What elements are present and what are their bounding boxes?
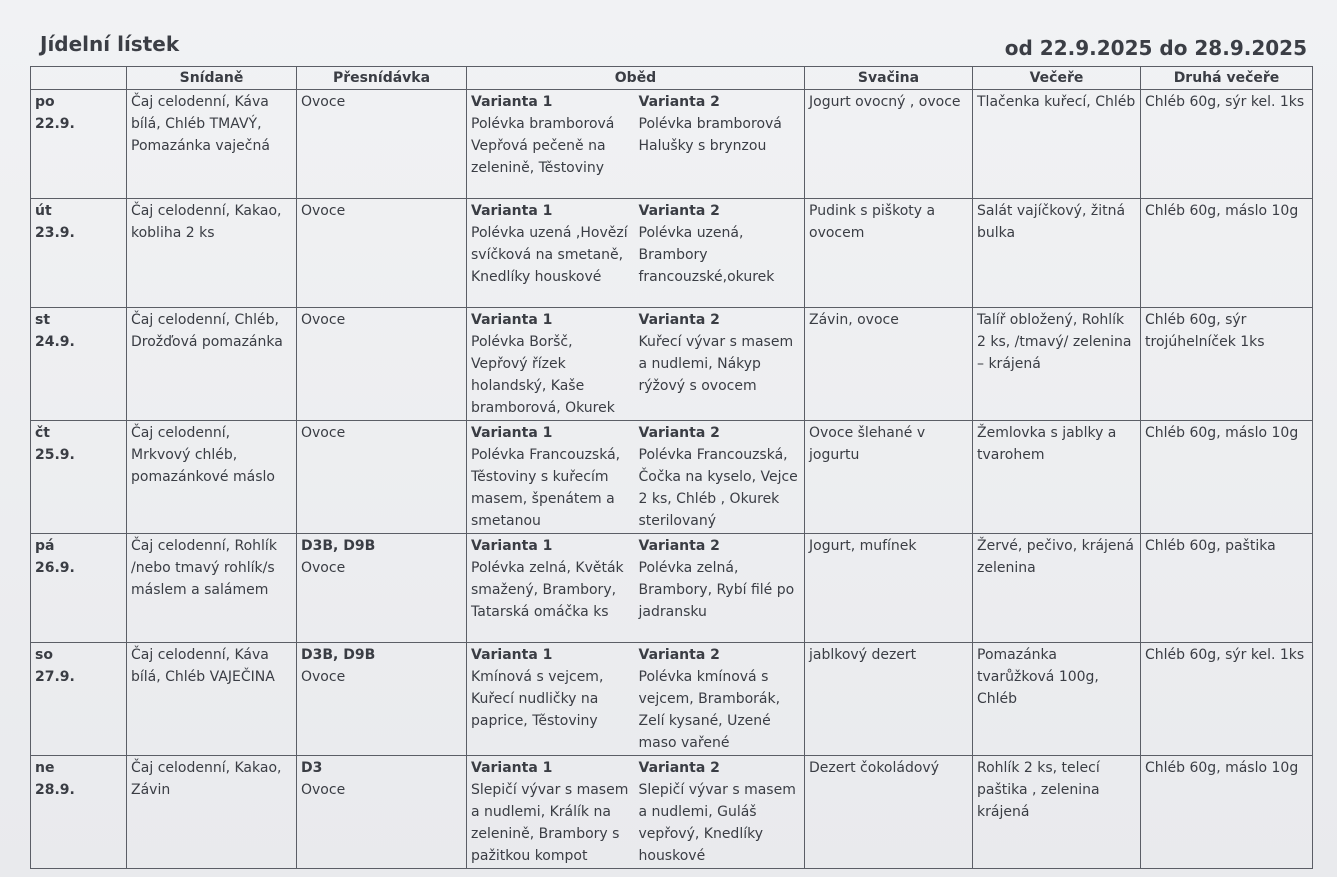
variant-2-title: Varianta 2 [638, 203, 720, 219]
col-presnidavka: Přesnídávka [297, 67, 467, 90]
table-row [31, 756, 1313, 869]
variant-2 [639, 200, 801, 288]
variant-1-title: Varianta 1 [471, 94, 553, 110]
presnidavka-text: Ovoce [301, 782, 346, 798]
svacina-cell: jablkový dezert [805, 643, 973, 756]
variant-2-title: Varianta 2 [638, 538, 720, 554]
day-date: 22.9. [35, 116, 75, 132]
day-name: so [35, 647, 53, 663]
svacina-cell: Závin, ovoce [805, 308, 973, 421]
variant-2-title: Varianta 2 [638, 312, 720, 328]
svacina-cell: Pudink s piškoty a ovocem [805, 199, 973, 308]
day-cell [31, 534, 127, 643]
presnidavka-text: Ovoce [301, 560, 346, 576]
presnidavka-cell [297, 534, 467, 643]
obed-cell [467, 199, 805, 308]
menu-body [31, 90, 1313, 869]
variant-2-text: Polévka bramborová Halušky s brynzou [638, 116, 782, 154]
vecere-cell: Tlačenka kuřecí, Chléb [973, 90, 1141, 199]
day-name: po [35, 94, 55, 110]
day-name: st [35, 312, 51, 328]
table-row [31, 308, 1313, 421]
variant-2 [639, 422, 801, 532]
table-row [31, 90, 1313, 199]
day-cell [31, 756, 127, 869]
day-name: čt [35, 425, 50, 441]
col-svacina: Svačina [805, 67, 973, 90]
variant-1-title: Varianta 1 [471, 760, 553, 776]
day-date: 25.9. [35, 447, 75, 463]
diet-tag: D3 [301, 760, 323, 776]
druha-vecere-cell: Chléb 60g, máslo 10g [1141, 756, 1313, 869]
variant-2-title: Varianta 2 [638, 760, 720, 776]
variant-2 [639, 309, 801, 419]
druha-vecere-cell: Chléb 60g, sýr kel. 1ks [1141, 643, 1313, 756]
presnidavka-text: Ovoce [301, 312, 346, 328]
vecere-cell: Rohlík 2 ks, telecí paštika , zelenina krájená [973, 756, 1141, 869]
variant-1-title: Varianta 1 [471, 538, 553, 554]
obed-cell [467, 308, 805, 421]
day-name: pá [35, 538, 55, 554]
variant-1 [471, 644, 633, 754]
variant-1 [471, 91, 633, 179]
vecere-cell: Žervé, pečivo, krájená zelenina [973, 534, 1141, 643]
svacina-cell: Jogurt ovocný , ovoce [805, 90, 973, 199]
variant-1 [471, 309, 633, 419]
variant-2-text: Polévka Francouzská, Čočka na kyselo, Vejce 2 ks, Chléb , Okurek sterilovaný [638, 447, 798, 529]
variant-1-text: Polévka bramborová Vepřová pečeně na zelenině, Těstoviny [471, 116, 615, 176]
variant-1-title: Varianta 1 [471, 203, 553, 219]
date-range: od 22.9.2025 do 28.9.2025 [1004, 36, 1307, 60]
day-cell [31, 421, 127, 534]
day-cell [31, 643, 127, 756]
day-cell [31, 90, 127, 199]
presnidavka-text: Ovoce [301, 425, 346, 441]
presnidavka-cell [297, 308, 467, 421]
day-date: 26.9. [35, 560, 75, 576]
variant-2-title: Varianta 2 [638, 647, 720, 663]
variant-2 [639, 757, 801, 867]
druha-vecere-cell: Chléb 60g, máslo 10g [1141, 199, 1313, 308]
day-name: ne [35, 760, 55, 776]
presnidavka-cell [297, 421, 467, 534]
variant-1-text: Polévka zelná, Květák smažený, Brambory, Tatarská omáčka ks [471, 560, 624, 620]
variant-2-title: Varianta 2 [638, 94, 720, 110]
druha-vecere-cell: Chléb 60g, sýr trojúhelníček 1ks [1141, 308, 1313, 421]
day-date: 27.9. [35, 669, 75, 685]
day-date: 23.9. [35, 225, 75, 241]
svacina-cell: Jogurt, mufínek [805, 534, 973, 643]
variant-1-text: Polévka uzená ,Hovězí svíčková na smetaně, Knedlíky houskové [471, 225, 628, 285]
page-title: Jídelní lístek [40, 32, 180, 56]
snidane-cell: Čaj celodenní, Káva bílá, Chléb VAJEČINA [127, 643, 297, 756]
vecere-cell: Žemlovka s jablky a tvarohem [973, 421, 1141, 534]
variant-1-title: Varianta 1 [471, 647, 553, 663]
presnidavka-cell [297, 643, 467, 756]
vecere-cell: Pomazánka tvarůžková 100g, Chléb [973, 643, 1141, 756]
variant-1-text: Polévka Boršč, Vepřový řízek holandský, Kaše bramborová, Okurek [471, 334, 615, 416]
variant-1-text: Polévka Francouzská, Těstoviny s kuřecím masem, špenátem a smetanou [471, 447, 621, 529]
presnidavka-cell [297, 90, 467, 199]
variant-1 [471, 757, 633, 867]
col-day [31, 67, 127, 90]
variant-1-title: Varianta 1 [471, 312, 553, 328]
snidane-cell: Čaj celodenní, Rohlík /nebo tmavý rohlík/s máslem a salámem [127, 534, 297, 643]
obed-cell [467, 534, 805, 643]
snidane-cell: Čaj celodenní, Kakao, kobliha 2 ks [127, 199, 297, 308]
col-obed: Oběd [467, 67, 805, 90]
vecere-cell: Talíř obložený, Rohlík 2 ks, /tmavý/ zelenina – krájená [973, 308, 1141, 421]
druha-vecere-cell: Chléb 60g, máslo 10g [1141, 421, 1313, 534]
snidane-cell: Čaj celodenní, Mrkvový chléb, pomazánkové máslo [127, 421, 297, 534]
variant-2 [639, 535, 801, 623]
day-cell [31, 199, 127, 308]
presnidavka-text: Ovoce [301, 669, 346, 685]
variant-1-text: Slepičí vývar s masem a nudlemi, Králík na zelenině, Brambory s pažitkou kompot [471, 782, 629, 864]
snidane-cell: Čaj celodenní, Chléb, Drožďová pomazánka [127, 308, 297, 421]
svacina-cell: Dezert čokoládový [805, 756, 973, 869]
table-row [31, 534, 1313, 643]
druha-vecere-cell: Chléb 60g, paštika [1141, 534, 1313, 643]
diet-tag: D3B, D9B [301, 647, 376, 663]
col-druha-vecere: Druhá večeře [1141, 67, 1313, 90]
variant-1 [471, 200, 633, 288]
variant-2 [639, 91, 801, 179]
col-vecere: Večeře [973, 67, 1141, 90]
vecere-cell: Salát vajíčkový, žitná bulka [973, 199, 1141, 308]
variant-1 [471, 422, 633, 532]
variant-1 [471, 535, 633, 623]
snidane-cell: Čaj celodenní, Kakao, Závin [127, 756, 297, 869]
day-date: 28.9. [35, 782, 75, 798]
obed-cell [467, 756, 805, 869]
header-row [31, 67, 1313, 90]
table-row [31, 421, 1313, 534]
obed-cell [467, 90, 805, 199]
variant-2-text: Polévka zelná, Brambory, Rybí filé po jadransku [638, 560, 795, 620]
col-snidane: Snídaně [127, 67, 297, 90]
presnidavka-cell [297, 756, 467, 869]
variant-2-text: Kuřecí vývar s masem a nudlemi, Nákyp rýžový s ovocem [638, 334, 794, 394]
diet-tag: D3B, D9B [301, 538, 376, 554]
presnidavka-text: Ovoce [301, 203, 346, 219]
presnidavka-cell [297, 199, 467, 308]
day-date: 24.9. [35, 334, 75, 350]
variant-2-text: Polévka uzená, Brambory francouzské,okurek [638, 225, 775, 285]
variant-1-text: Kmínová s vejcem, Kuřecí nudličky na paprice, Těstoviny [471, 669, 604, 729]
obed-cell [467, 421, 805, 534]
snidane-cell: Čaj celodenní, Káva bílá, Chléb TMAVÝ, Pomazánka vaječná [127, 90, 297, 199]
menu-table [30, 66, 1313, 869]
day-name: út [35, 203, 52, 219]
day-cell [31, 308, 127, 421]
variant-2-text: Slepičí vývar s masem a nudlemi, Guláš vepřový, Knedlíky houskové [638, 782, 796, 864]
presnidavka-text: Ovoce [301, 94, 346, 110]
variant-1-title: Varianta 1 [471, 425, 553, 441]
variant-2-title: Varianta 2 [638, 425, 720, 441]
druha-vecere-cell: Chléb 60g, sýr kel. 1ks [1141, 90, 1313, 199]
svacina-cell: Ovoce šlehané v jogurtu [805, 421, 973, 534]
variant-2 [639, 644, 801, 754]
variant-2-text: Polévka kmínová s vejcem, Bramborák, Zelí kysané, Uzené maso vařené [638, 669, 781, 751]
obed-cell [467, 643, 805, 756]
table-row [31, 643, 1313, 756]
table-row [31, 199, 1313, 308]
